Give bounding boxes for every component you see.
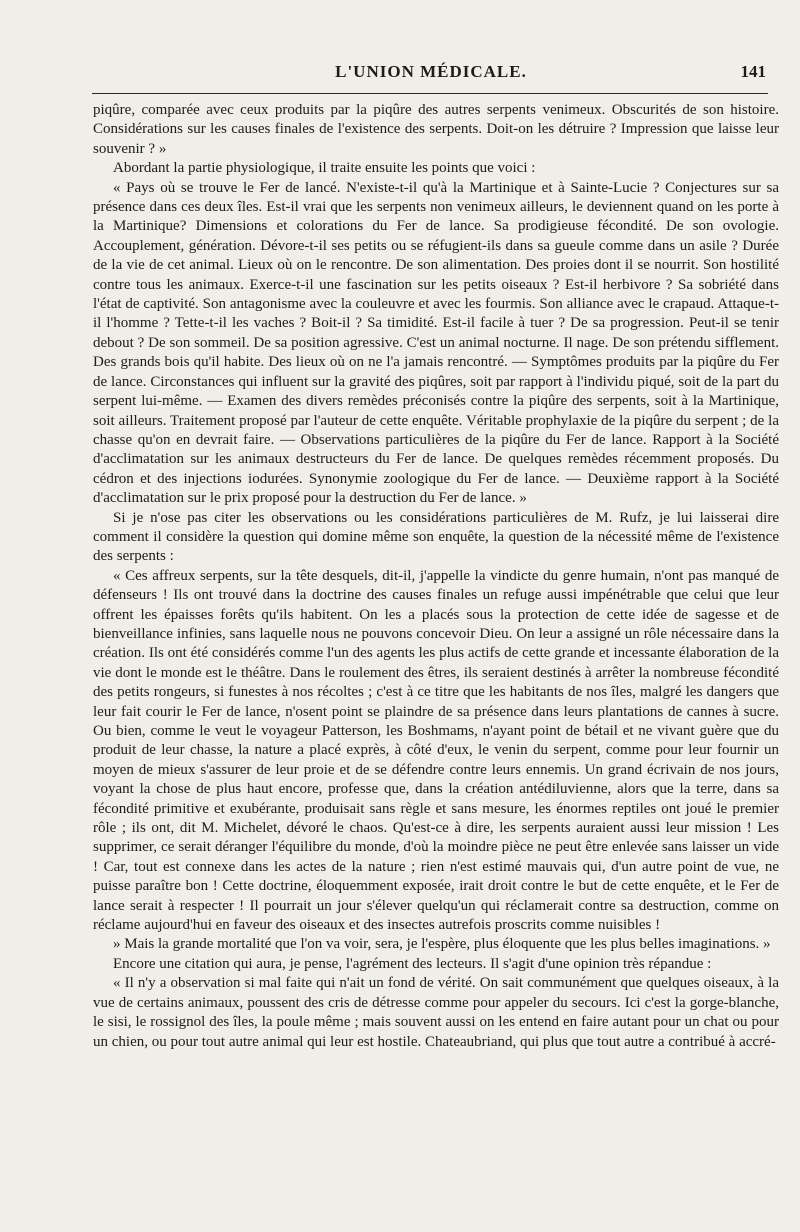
paragraph-5: « Ces affreux serpents, sur la tête desquels, dit-il, j'appelle la vindicte du genre humain, n'ont pas manqué de défenseurs ! Ils ont trouvé dans la doctrine des causes finales un refuge aussi impénétrable que celui que leur offrent les épaisses forêts qu'ils habitent. On les a placés sous la protection de cette idée de sagesse et de bienveillance infinies, sans laquelle nous ne pouvons concevoir Dieu. On leur a assigné un rôle nécessaire dans la création. Ils ont été considérés comme l'un des agents les plus actifs de cette grande et incessante élaboration de la vie dont le monde est le théâtre. Dans le roulement des êtres, ils seraient destinés à arrêter la nombreuse fécondité des petits rongeurs, si funestes à nos récoltes ; c'est à ce titre que les habitants de nos îles, malgré les dangers que leur fait courir le Fer de lance, n'osent point se plaindre de sa présence dans leurs plantations de cannes à sucre. Ou bien, comme le veut le voyageur Patterson, les Boshmams, n'ayant point de bétail et ne vivant guère que du produit de leur chasse, la nature a placé exprès, à côté d'eux, le venin du serpent, comme pour leur fournir un moyen de mieux s'assurer de leur proie et de se défendre contre leurs ennemis. Un grand écrivain de nos jours, voyant la chose de plus haut encore, professe que, dans la création antédiluvienne, alors que la terre, dans sa fécondité primitive et exubérante, produisait sans règle et sans mesure, les énormes reptiles ont joué le premier rôle ; ils ont, dit M. Michelet, dévoré le chaos. Qu'est-ce à dire, les serpents auraient aussi leur mission ! Les supprimer, ce serait déranger l'équilibre du monde, d'où la moindre pièce ne peut être enlevée sans laisser un vide ! Car, tout est connexe dans les actes de la nature ; rien n'est estimé mauvais qui, d'un autre point de vue, ne puisse paraître bon ! Cette doctrine, éloquemment exposée, irait droit contre le but de cette enquête, et le Fer de lance serait à respecter ! Il pourrait un jour s'élever quelqu'un qui réclamerait contre sa destruction, comme on réclame aujourd'hui en faveur des oiseaux et des insectes autrefois proscrits comme nuisibles ! — [93, 567, 779, 934]
paragraph-8: « Il n'y a observation si mal faite qui n'ait un fond de vérité. On sait communément que quelques oiseaux, à la vue de certains animaux, poussent des cris de détresse comme pour appeler du secours. Ici c'est la gorge-blanche, le sisi, le rossignol des îles, la poule même ; mais souvent aussi on les entend en faire autant pour un chat ou pour un chien, ou pour tout autre animal qui leur est hostile. Chateaubriand, qui plus que tout autre a contribué à accré- — [93, 975, 779, 1050]
paragraph-1: piqûre, comparée avec ceux produits par la piqûre des autres serpents venimeux. Obscurités de son histoire. Considérations sur les causes finales de l'existence des serpents. Doit-on les détruire ? Impression que laisse leur souvenir ? » — [93, 102, 779, 157]
paragraph-6: » Mais la grande mortalité que l'on va voir, sera, je l'espère, plus éloquente que les plus belles imaginations. » — [113, 936, 771, 953]
paragraph-2: Abordant la partie physiologique, il traite ensuite les points que voici : — [113, 160, 536, 177]
page-header — [92, 62, 770, 88]
paragraph-7: Encore une citation qui aura, je pense, l'agrément des lecteurs. Il s'agit d'une opinion très répandue : — [113, 955, 712, 972]
header-rule — [92, 93, 768, 94]
body-text — [93, 101, 779, 1052]
page-number: 141 — [740, 62, 766, 81]
running-title: L'UNION MÉDICALE. — [335, 62, 527, 81]
paragraph-4: Si je n'ose pas citer les observations ou les considérations particulières de M. Rufz, je lui laisserai dire comment il considère la question qui domine même son enquête, la question de la nécessité même de l'existence des serpents : — [93, 509, 779, 565]
paragraph-3: « Pays où se trouve le Fer de lancé. N'existe-t-il qu'à la Martinique et à Sainte-Lucie ? Conjectures sur sa présence dans ces deux îles. Est-il vrai que les serpents non venimeux ailleurs, le deviennent quand on les porte à la Martinique? Dimensions et colorations du Fer de lance. Sa prodigieuse fécondité. De son ovologie. Accouplement, génération. Dévore-t-il ses petits ou se réfugient-ils dans sa gueule comme dans un asile ? Durée de la vie de cet animal. Lieux où on le rencontre. De son alimentation. Des proies dont il se nourrit. Son hostilité contre tous les animaux. Exerce-t-il une fascination sur les petits oiseaux ? Est-il herbivore ? Sa sobriété dans l'état de captivité. Son antagonisme avec la couleuvre et avec les fourmis. Son alliance avec le crapaud. Attaque-t-il l'homme ? Tette-t-il les vaches ? Boit-il ? Sa timidité. Est-il facile à tuer ? De sa progression. Peut-il se tenir debout ? De son sommeil. De sa position agressive. C'est un animal nocturne. Il nage. De son prétendu sifflement. Des grands bois qu'il habite. Des lieux où on ne l'a jamais rencontré. — Symptômes produits par la piqûre du Fer de lance. Circonstances qui influent sur la gravité des piqûres, soit par rapport à l'individu piqué, soit de la part du serpent lui-même. — Examen des divers remèdes préconisés contre la piqûre des serpents, soit à la Martinique, soit ailleurs. Traitement proposé par l'auteur de cette enquête. Véritable prophylaxie de la piqûre du serpent ; de la chasse qu'on en devrait faire. — Observations particulières de la piqûre du Fer de lance. Rapport à la Société d'acclimatation sur les animaux destructeurs du Fer de lance. De quelques remèdes récemment proposés. Du cédron et des injections iodurées. Synonymie zoologique du Fer de lance. — Deuxième rapport à la Société d'acclimatation sur le prix proposé pour la destruction du Fer de lance. » — [93, 179, 779, 507]
